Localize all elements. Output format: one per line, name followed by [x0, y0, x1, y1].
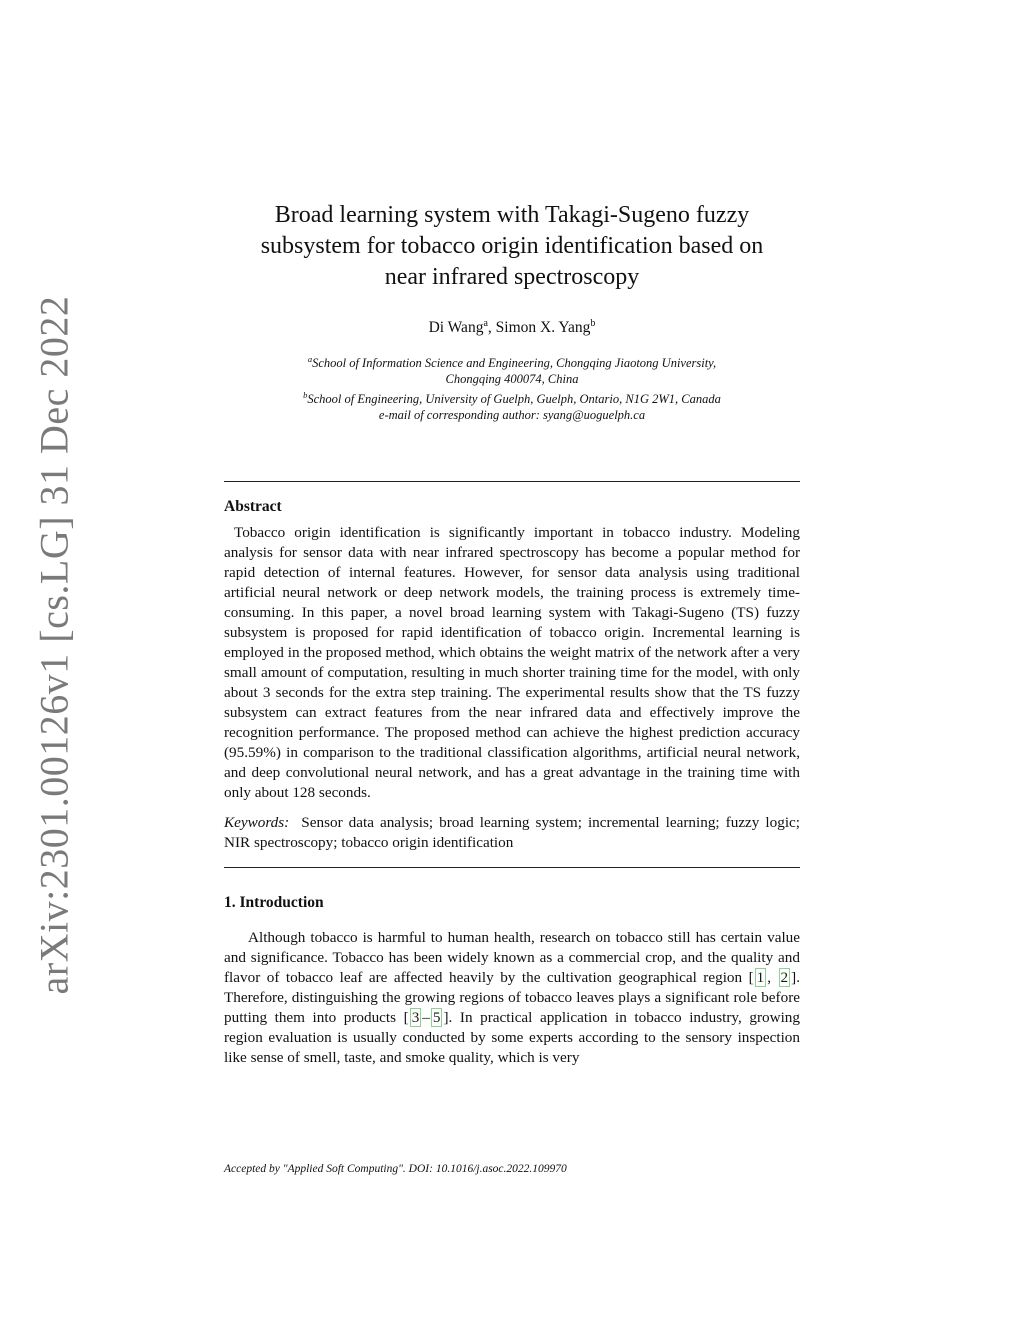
intro-text: ]. Therefore, distinguishing the growing regions of tobacco leaves plays a significant role before putting them into products [ — [224, 969, 800, 1027]
paper-page — [224, 200, 800, 1068]
introduction-paragraph — [224, 928, 800, 1068]
author-affiliation-mark: a — [483, 318, 488, 329]
citation-link[interactable]: 1 — [756, 969, 765, 987]
affiliations — [224, 351, 800, 423]
author-name: Simon X. Yang — [495, 319, 591, 337]
abstract-text: Tobacco origin identification is significantly important in tobacco industry. Modeling analysis for sensor data with near infrared spectroscopy has become a popular method for rapid detection of internal features. However, for sensor data analysis using traditional artificial neural network or deep network models, the training process is extremely time-consuming. In this paper, a novel broad learning system with Takagi-Sugeno (TS) fuzzy subsystem is proposed for rapid identification of tobacco origin. Incremental learning is employed in the proposed method, which obtains the weight matrix of the network after a very small amount of computation, resulting in much shorter training time for the model, with only about 3 seconds for the extra step training. The experimental results show that the TS fuzzy subsystem can extract features from the near infrared data and effectively improve the recognition performance. The proposed method can achieve the highest prediction accuracy (95.59%) in comparison to the traditional classification algorithms, artificial neural network, and deep convolutional neural network, and has a great advantage in the training time with only about 128 seconds. — [224, 524, 800, 802]
affiliation-b — [224, 387, 800, 407]
keywords-label: Keywords: — [224, 814, 290, 832]
author-separator: , — [487, 319, 496, 337]
affiliation-text: School of Information Science and Engineering, Chongqing Jiaotong University, — [312, 356, 717, 371]
affiliation-mark: a — [307, 354, 313, 365]
author-list — [224, 318, 800, 337]
citation-link[interactable]: 5 — [432, 1009, 441, 1027]
abstract-bottom-rule — [224, 867, 800, 868]
title-line: near infrared spectroscopy — [384, 264, 640, 290]
affiliation-mark: b — [303, 390, 308, 401]
abstract-heading: Abstract — [224, 498, 282, 516]
section-heading-introduction: 1. Introduction — [224, 894, 324, 912]
citation-link[interactable]: 2 — [780, 969, 789, 987]
keywords — [224, 813, 800, 853]
intro-text: ]. In practical application in tobacco industry, growing region evaluation is usually conducted by some experts according to the sensory inspection like sense of smell, taste, and smoke quality, which is very — [224, 1009, 800, 1067]
arxiv-identifier-stamp: arXiv:2301.00126v1 [cs.LG] 31 Dec 2022 — [31, 295, 77, 995]
keywords-text: Sensor data analysis; broad learning system; incremental learning; fuzzy logic; NIR spectroscopy; tobacco origin identification — [224, 814, 800, 852]
title-line: subsystem for tobacco origin identification based on — [260, 233, 764, 259]
affiliation-a — [224, 351, 800, 371]
affiliation-text: School of Engineering, University of Guelph, Guelph, Ontario, N1G 2W1, Canada — [307, 392, 721, 407]
corresponding-email: e-mail of corresponding author: syang@uoguelph.ca — [378, 408, 646, 423]
author-affiliation-mark: b — [590, 318, 596, 329]
affiliation-a-location: Chongqing 400074, China — [445, 372, 579, 387]
intro-text: , — [767, 969, 778, 987]
title-line: Broad learning system with Takagi-Sugeno fuzzy — [274, 202, 750, 228]
intro-text: – — [422, 1009, 430, 1027]
intro-text: Although tobacco is harmful to human health, research on tobacco still has certain value and significance. Tobacco has been widely known as a commercial crop, and the quality and flavor of tobacco leaf are affected heavily by the cultivation geographical region [ — [224, 929, 800, 987]
citation-link[interactable]: 3 — [411, 1009, 420, 1027]
paper-title — [224, 200, 800, 293]
acceptance-footnote: Accepted by "Applied Soft Computing". DOI: 10.1016/j.asoc.2022.109970 — [224, 1163, 567, 1175]
abstract-top-rule — [224, 481, 800, 482]
author-name: Di Wang — [428, 319, 484, 337]
